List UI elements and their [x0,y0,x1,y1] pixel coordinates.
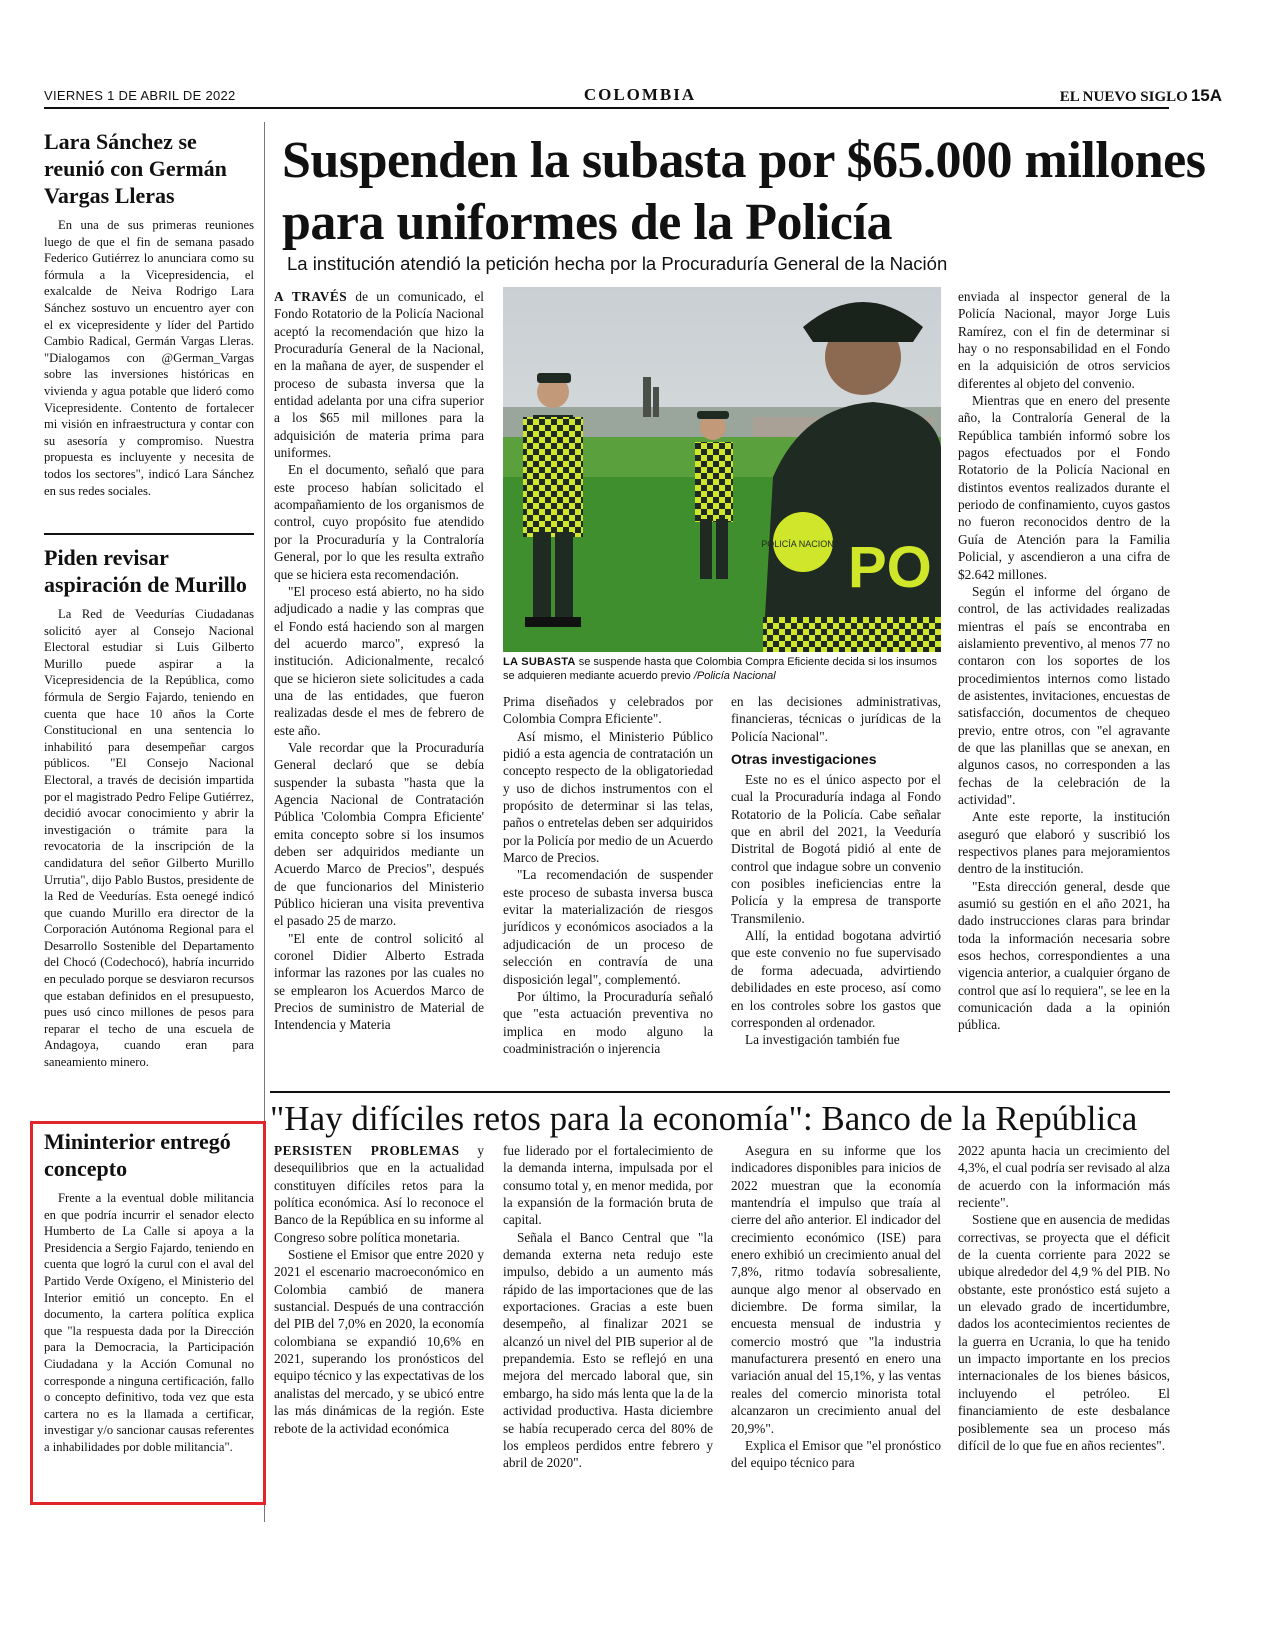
story-rule [270,1091,1170,1093]
caption-lead: LA SUBASTA [503,656,576,668]
page-number: 15A [1190,86,1222,105]
caption-text: se suspende hasta que Colombia Compra Eficiente decida si los insumos se adquieren mediante acuerdo previo [503,656,938,682]
paragraph: "Esta dirección general, desde que asumió su gestión en el año 2021, ha dado instrucciones claras para brindar toda la información necesaria sobre esos hechos, correspondientes a una vigencia anterior, a cualquier órgano de control que así lo requiera", se lee en la comunicación dada a la opinión pública. [958,878,1170,1033]
patch-label: POLICÍA NACIONAL [761,539,845,549]
paragraph: La investigación también fue [745,1032,900,1048]
masthead-rule [44,107,1169,109]
second-column-2 [503,1142,713,1472]
newspaper-title: EL NUEVO SIGLO [1059,89,1188,105]
sidebar-rule [44,533,254,535]
paragraph: Según el informe del órgano de control, de las actividades realizadas mientras el país se encontraba en aislamiento preventivo, al menos 77 no contaron con los soportes de los procedimientos internos como listado de asistentes, invitaciones, encuestas de satisfacción, documentos de chequeo previo, entre otros, con "el agravante de que las planillas que se anexan, en algunos casos, no corresponden a las fechas de la celebración de la actividad". [958,583,1170,807]
paragraph: Mientras que en enero del presente año, la Contraloría General de la República también informó sobre los pagos efectuados por el Fondo Rotatorio de la Policía Nacional en distintos eventos realizados durante el periodo de confinamiento, cuyos gastos no fueron reconocidos dentro de la Guía de Atención para la Familia Policial, y ascendieron a una cifra de $2.642 millones. [958,393,1170,582]
paragraph: Este no es el único aspecto por el cual la Procuraduría indaga al Fondo Rotatorio de la Policía. Cabe señalar que en abril del 2021, la Veeduría Distrital de Bogotá pidió al ente de control que indague sobre un convenio con posibles ineficiencias entre la Policía y la empresa de transporte Transmilenio. [731,772,941,926]
sidebar-article-body: En una de sus primeras reuniones luego de que el fin de semana pasado Federico Gutiérrez lo anunciara como su fórmula a la Vicepresidencia, el exalcalde de Neiva Rodrigo Lara Sánchez sostuvo un encuentro ayer con el ex vicepresidente y líder del Partido Cambio Radical, Germán Vargas Lleras. "Dialogamos con @German_Vargas sobre las inversiones históricas en vivienda y agua potable que lideró como Vicepresidente. Contento de fortalecer mi visión en infraestructura y contar con su asesoría y compromiso. Nuestra propuesta es incluyente y necesita de todos los sectores", indicó Lara Sánchez en sus redes sociales. [44,218,254,498]
paragraph: y desequilibrios que en la actualidad constituyen difíciles retos para la política económica. Así lo reconoce el Banco de la República en su informe al Congreso sobre política monetaria. [274,1143,484,1245]
paragraph: "La recomendación de suspender este proceso de subasta inversa busca evitar la materialización de riesgos jurídicos y económicos asociados a la adjudicación de un proceso de selección en contravía de una disposición legal", complementó. [503,867,713,987]
back-lettering: PO [848,535,932,600]
paragraph: Así mismo, el Ministerio Público pidió a esta agencia de contratación un concepto respecto de la obligatoriedad y uso de dichos instrumentos con el propósito de determinar si las telas, paños o entretelas deben ser adquiridos por la Policía por medio de un Acuerdo Marco de Precios. [503,728,713,866]
main-column-3 [731,693,941,1049]
photo-caption [503,655,943,683]
newspaper-name [1060,86,1222,106]
second-headline: "Hay difíciles retos para la economía": Banco de la República [270,1099,1138,1138]
sidebar-article-body: La Red de Veedurías Ciudadanas solicitó ayer al Consejo Nacional Electoral estudiar si Luis Gilberto Murillo puede aspirar a la Vicepresidencia de la República, como fórmula de Sergio Fajardo, teniendo en cuenta que hace 10 años la Corte Constitucional en una sentencia lo inhabilitó para desempeñar cargos públicos. "El Consejo Nacional Electoral, a través de decisión impartida por el magistrado Pedro Felipe Gutiérrez, decidió avocar conocimiento y abrir la investigación o trámite para la revocatoria de la inscripción de la candidatura del señor Gilberto Murillo Urrutia", dijo Pablo Bustos, presidente de la Red de Veedurías. Esta oenegé indicó que cuando Murillo era director de la Corporación Autónoma Regional para el Desarrollo Sostenible del Departamento del Chocó (Codechocó), habría incurrido en peculado porque se desviaron recursos que estaban definidos en el presupuesto, pues usó cinco millones de pesos para reparar el techo de una escuela de Andagoya, cuando eran para saneamiento minero. [44,607,254,1070]
section-subhead: Otras investigaciones [731,751,877,768]
paragraph: en las decisiones administrativas, financieras, técnicas o jurídicas de la Policía Nacional". [731,694,941,744]
paragraph: de un comunicado, el Fondo Rotatorio de la Policía Nacional aceptó la recomendación que hizo la Procuraduría General de la Nacional, en la mañana de ayer, de suspender el proceso de subasta inversa que la entidad adelanta por una cifra superior a los $65 mil millones para la adquisición de materia prima para uniformes. [274,289,484,461]
main-column-1 [274,288,484,1034]
paragraph: Asegura en su informe que los indicadores disponibles para inicios de 2022 muestran que la economía mantendría el impulso que traía al cierre del año anterior. El indicador del crecimiento económico (ISE) para enero exhibió un crecimiento anual del 7,8%, ritmo todavía sobresaliente, aunque algo menor al observado en diciembre. De forma similar, la encuesta mensual de industria y comercio mostró que "la industria manufacturera presentó en enero una variación anual del 15,1%, y las ventas reales del comercio minorista total alcanzaron un crecimiento anual del 20,9%". [731,1143,941,1436]
paragraph: "El ente de control solicitó al coronel Didier Alberto Estrada informar las razones por las cuales no se emplearon los Acuerdos Marco de Precios de suministro de Material de Intendencia y Materia [274,930,484,1033]
paragraph: "El proceso está abierto, no ha sido adjudicado a nadie y las compras que el Fondo está haciendo son al margen del acuerdo marco", expresó la institución. Adicionalmente, recalcó que se hicieron siete solicitudes a cada una de las entidades, que fueron realizadas desde el mes de febrero de este año. [274,583,484,738]
sidebar-article-title: Mininterior entregó concepto [44,1129,231,1181]
sidebar-article-mininterior [44,1128,254,1456]
paragraph: Por último, la Procuraduría señaló que "esta actuación preventiva no implica en modo alguno la coadministración o injerencia [503,988,713,1056]
main-column-4 [958,288,1170,1034]
second-column-3 [731,1142,941,1472]
paragraph: Sostiene que en ausencia de medidas correctivas, se proyecta que el déficit de la cuenta corriente para 2022 se ubique alrededor del 4,9 % del PIB. No obstante, este pronóstico está sujeto a un elevado grado de incertidumbre, dados los acontecimientos recientes de la guerra en Ucrania, lo que ha tenido un impacto importante en los precios internacionales de los bienes básicos, incluyendo el petróleo. El financiamiento de este desbalance posiblemente sea un proceso más difícil de lo que fue en años recientes". [958,1212,1170,1453]
paragraph: Vale recordar que la Procuraduría General declaró que se debía suspender la subasta "hasta que la Agencia Nacional de Contratación Pública 'Colombia Compra Eficiente' emita concepto sobre si los insumos deben ser adquiridos mediante un Acuerdo Marco de Precios", después de que funcionarios del Ministerio Público hicieran una visita preventiva el pasado 25 de marzo. [274,739,484,929]
main-subhead: La institución atendió la petición hecha por la Procuraduría General de la Nación [287,253,948,274]
sidebar-article-title: Piden revisar aspiración de Murillo [44,545,247,597]
paragraph: Señala el Banco Central que "la demanda externa neta redujo este impulso, debido a un aumento más rápido de las importaciones que de las exportaciones. Gracias a este buen desempeño, al finalizar 2021 se alcanzó un nivel del PIB superior al de prepandemia. Esto se reflejó en una mejora del mercado laboral que, sin embargo, ha sido más lenta que la de la actividad productiva. Hasta diciembre se había recuperado cerca del 80% de los empleos perdidos entre febrero y abril de 2020". [503,1229,713,1471]
second-column-1 [274,1142,484,1437]
paragraph: Explica el Emisor que "el pronóstico del equipo técnico para [731,1437,941,1471]
sidebar-article-body: Frente a la eventual doble militancia en que podría incurrir el senador electo Humberto de La Calle si apoya a la Presidencia a Sergio Fajardo, teniendo en cuenta que logró la curul con el aval del Partido Verde Oxígeno, el Ministerio del Interior emitió un concepto. En el documento, la cartera política explica que "la respuesta dada por la Dirección para la Democracia, la Participación Ciudadana y la Acción Comunal no corresponde a ninguna certificación, fallo o concepto definitivo, toda vez que esta cartera no es la llamada a certificar, investigar y/o sancionar causas referentes a inhabilidades por doble militancia". [44,1191,254,1454]
police-photo [503,287,941,652]
sidebar-article-murillo [44,544,254,1071]
police-photo-illustration [503,287,941,652]
sidebar-article-title: Lara Sánchez se reunió con Germán Vargas Lleras [44,129,227,208]
paragraph: Sostiene el Emisor que entre 2020 y 2021 el escenario macroeconómico en Colombia cambió de manera sustancial. Después de una contracción del PIB del 7,0% en 2020, la economía colombiana se expandió 10,6% en 2021, superando los pronósticos del equipo técnico y las expectativas de los analistas del mercado, y se ubicó entre las más dinámicas de la región. Este rebote de la actividad económica [274,1247,484,1436]
sidebar-article-lara [44,128,254,499]
paragraph: Prima diseñados y celebrados por Colombia Compra Eficiente". [503,694,713,727]
main-column-2 [503,693,713,1057]
paragraph: fue liderado por el fortalecimiento de la demanda interna, impulsada por el consumo total y, en menor medida, por la expansión de la formación bruta de capital. [503,1143,713,1228]
section-name: COLOMBIA [583,85,697,104]
paragraph: Allí, la entidad bogotana advirtió que este convenio no fue supervisado de forma adecuada, advirtiendo debilidades en este proceso, así como en los controles sobre los gastos que corresponden al ordenador. [731,928,941,1030]
paragraph: Ante este reporte, la institución aseguró que elaboró y suscribió los respectivos planes para mejoramientos dentro de la institución. [958,809,1170,877]
second-column-4 [958,1142,1170,1454]
main-headline: Suspenden la subasta por $65.000 millones para uniformes de la Policía [282,132,1206,251]
paragraph: enviada al inspector general de la Policía Nacional, mayor Jorge Luis Ramírez, con el fin de determinar si hay o no responsabilidad en el Fondo en la adquisición de otros servicios diferentes al objeto del convenio. [958,289,1170,391]
photo-credit: /Policía Nacional [693,670,776,682]
issue-date: VIERNES 1 DE ABRIL DE 2022 [44,88,236,103]
lead-word: A TRAVÉS [274,289,348,304]
paragraph: 2022 apunta hacia un crecimiento del 4,3%, el cual podría ser revisado al alza de acuerdo con la información más reciente". [958,1143,1170,1211]
paragraph: En el documento, señaló que para este proceso habían solicitado el acompañamiento de los organismos de control, cuyo propósito fue atendido por la Procuraduría y la Contraloría General, por lo que les resulta extraño que se hiciera esta recomendación. [274,462,484,582]
lead-word: PERSISTEN PROBLEMAS [274,1143,460,1158]
